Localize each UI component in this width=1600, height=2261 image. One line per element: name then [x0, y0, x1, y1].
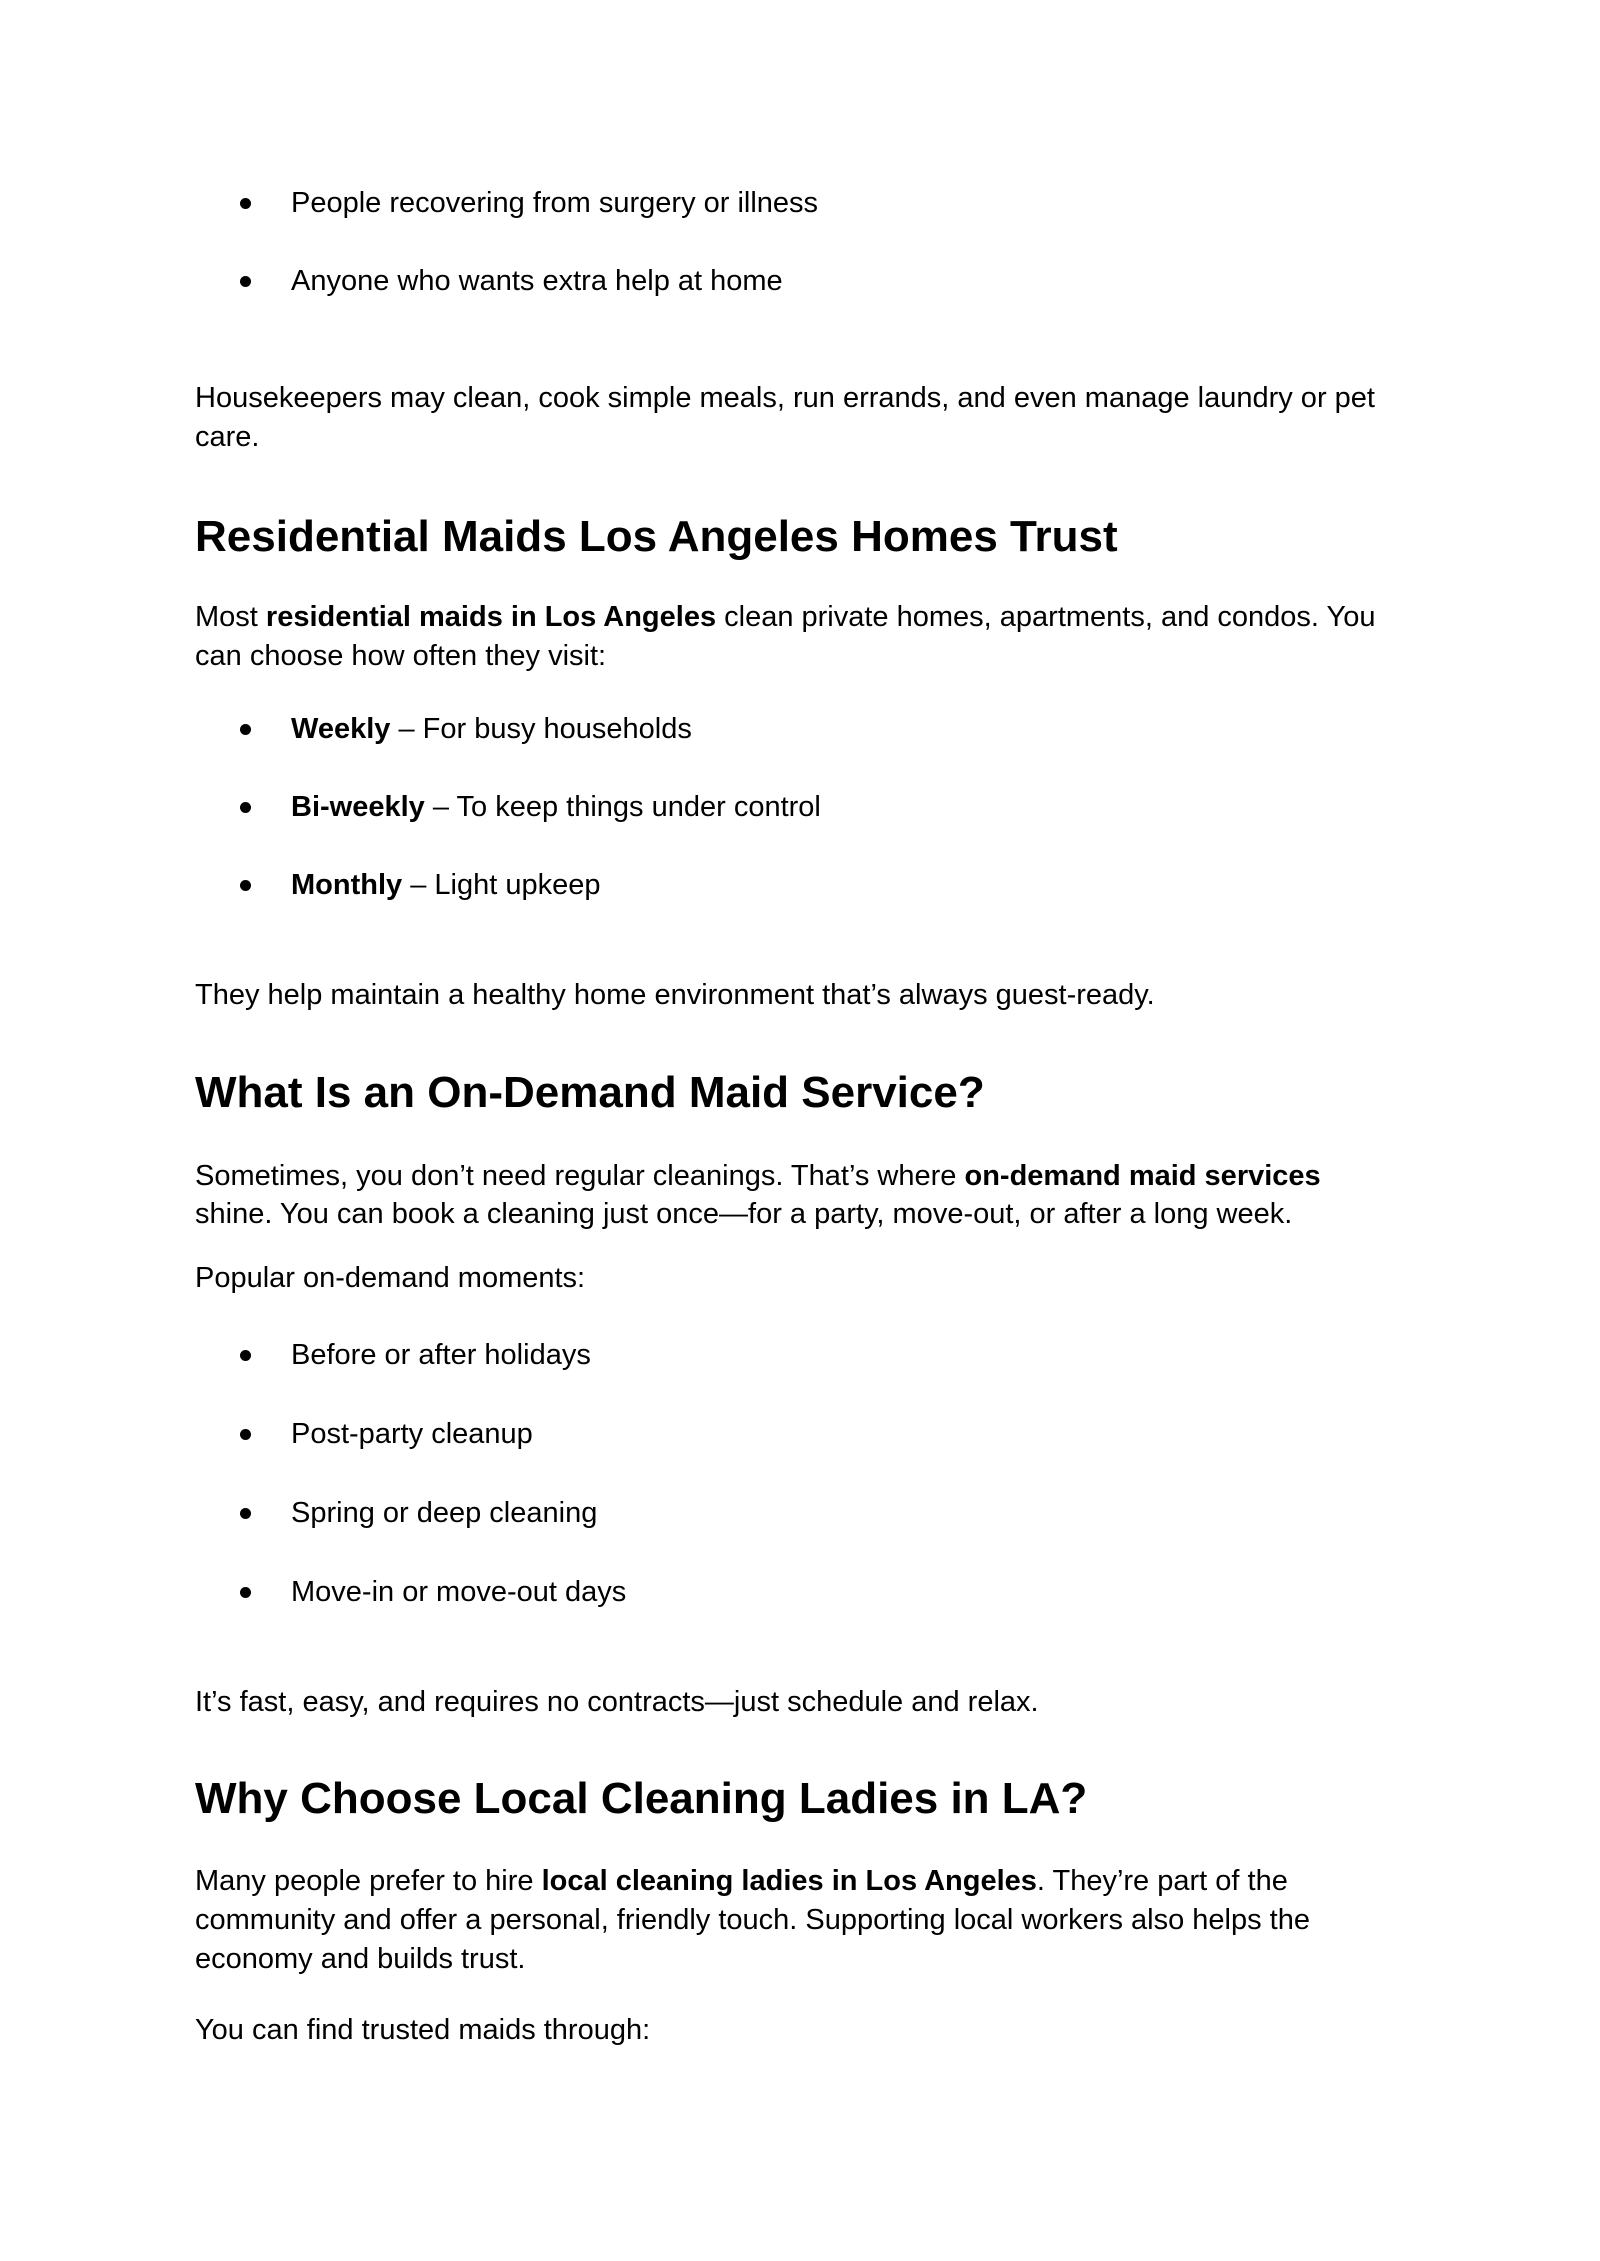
paragraph-line: Popular on-demand moments: [195, 1262, 586, 1294]
list-item-text: Spring or deep cleaning [291, 1497, 598, 1529]
paragraph-line: can choose how often they visit: [195, 640, 607, 672]
section-heading: What Is an On-Demand Maid Service? [195, 1068, 985, 1117]
frequency-label: Monthly [291, 869, 403, 901]
frequency-label: Weekly [291, 713, 391, 745]
paragraph-line [195, 1157, 1321, 1196]
bold-keyword: residential maids in Los Angeles [265, 601, 717, 633]
text: Most [195, 601, 266, 633]
bullet-icon [240, 1587, 251, 1598]
text: Many people prefer to hire [195, 1865, 542, 1897]
paragraph-line: You can find trusted maids through: [195, 2014, 651, 2046]
list-item-text: Anyone who wants extra help at home [291, 265, 783, 297]
list-item-text: Move-in or move-out days [291, 1576, 627, 1608]
section-heading: Residential Maids Los Angeles Homes Trust [195, 512, 1118, 561]
paragraph-line: community and offer a personal, friendly touch. Supporting local workers also helps the [195, 1904, 1310, 1936]
paragraph-line: economy and builds trust. [195, 1943, 526, 1975]
bullet-icon [240, 802, 251, 813]
text: Sometimes, you don’t need regular cleanings. That’s where [195, 1160, 965, 1192]
list-item-text: Post-party cleanup [291, 1418, 533, 1450]
paragraph-line [195, 598, 1375, 637]
paragraph-line: care. [195, 421, 260, 453]
frequency-label: Bi-weekly [291, 791, 425, 823]
bullet-icon [240, 198, 251, 209]
bullet-icon [240, 880, 251, 891]
text: . They’re part of the [1036, 1865, 1288, 1897]
bullet-icon [240, 724, 251, 735]
frequency-desc: – To keep things under control [424, 791, 821, 823]
list-item-text: Before or after holidays [291, 1339, 591, 1371]
paragraph-line [195, 1862, 1288, 1901]
paragraph-line: Housekeepers may clean, cook simple meals, run errands, and even manage laundry or pet [195, 382, 1375, 414]
list-item-text: People recovering from surgery or illness [291, 187, 819, 219]
bullet-icon [240, 276, 251, 287]
bullet-icon [240, 1350, 251, 1361]
bold-keyword: on-demand maid services [964, 1160, 1321, 1192]
text: clean private homes, apartments, and condos. You [716, 601, 1376, 633]
section-heading: Why Choose Local Cleaning Ladies in LA? [195, 1774, 1088, 1823]
bold-keyword: local cleaning ladies in Los Angeles [541, 1865, 1037, 1897]
frequency-desc: – Light upkeep [402, 869, 601, 901]
paragraph-line: They help maintain a healthy home environment that’s always guest-ready. [195, 979, 1155, 1011]
bullet-icon [240, 1508, 251, 1519]
frequency-desc: – For busy households [390, 713, 692, 745]
paragraph-line: shine. You can book a cleaning just once—for a party, move-out, or after a long week. [195, 1198, 1293, 1230]
paragraph-line: It’s fast, easy, and requires no contracts—just schedule and relax. [195, 1686, 1039, 1718]
bullet-icon [240, 1429, 251, 1440]
